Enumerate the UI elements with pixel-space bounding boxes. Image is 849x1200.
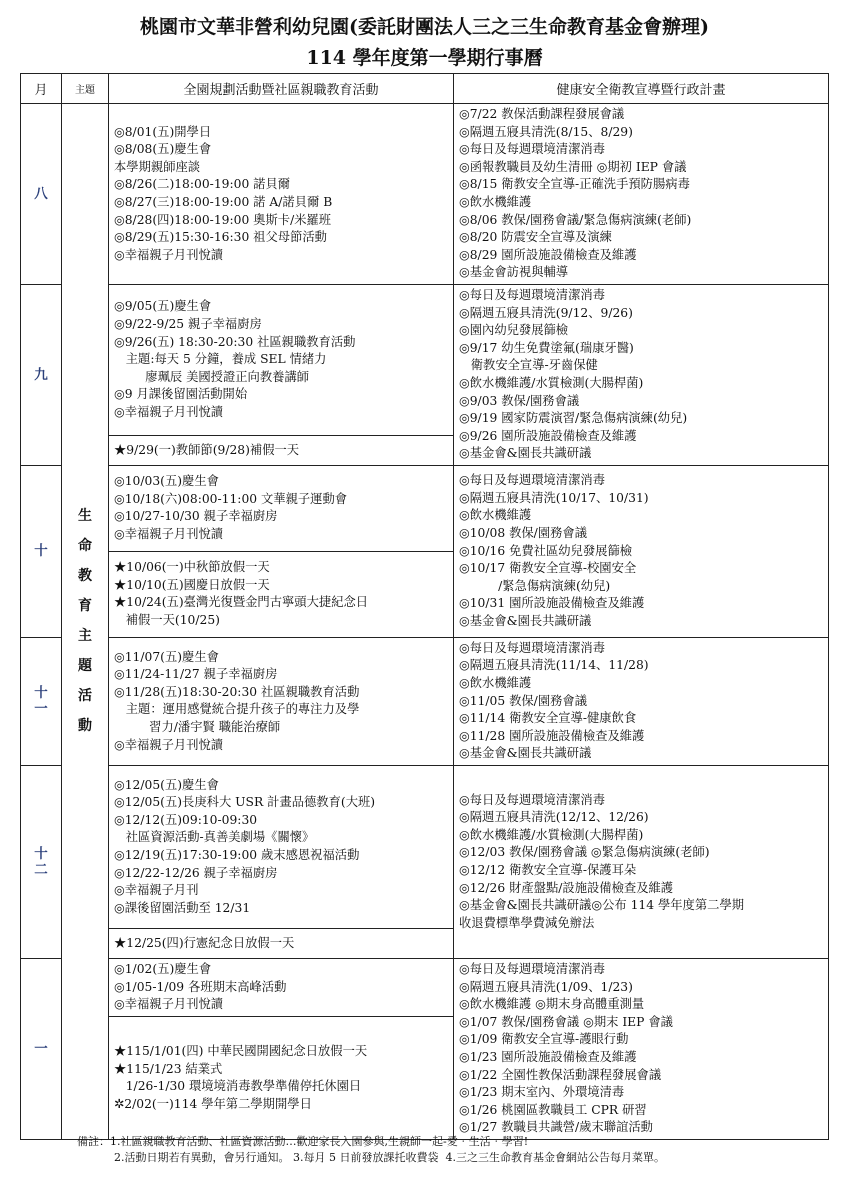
health-aug: ◎7/22 教保活動課程發展會議 ◎隔週五寢具清洗(8/15、8/29) ◎每日及每週環境清潔消毒 ◎函報教職員及幼生清冊 ◎期初 IEP 會議 ◎8/15 衛教安全宣導-正確洗手預防腸病毒 ◎飲水機維護 ◎8/06 教保/園務會議/緊急傷病演練(老師) ◎8/20 防震安全宣導及演練 ◎8/29 園所設施設備檢查及維護 ◎基金會訪視與輔導 — [454, 104, 829, 285]
activities-dec: ◎12/05(五)慶生會 ◎12/05(五)長庚科大 USR 計畫品德教育(大班) ◎12/12(五)09:10-09:30 社區資源活動-真善美劇場《關懷》 ◎12/19(五)17:30-19:00 歲末感恩祝福活動 ◎12/22-12/26 親子幸福廚房 ◎幸福親子月刊 ◎課後留園活動至 12/31 — [109, 766, 454, 929]
header-theme: 主題 — [62, 74, 109, 104]
theme-char-0: 生 — [78, 508, 92, 525]
activities-nov: ◎11/07(五)慶生會 ◎11/24-11/27 親子幸福廚房 ◎11/28(五)18:30-20:30 社區親職教育活動 主題：運用感覺統合提升孩子的專注力及學 習力/潘宇賢 職能治療師 ◎幸福親子月刊悅讀 — [109, 637, 454, 765]
activities-aug: ◎8/01(五)開學日 ◎8/08(五)慶生會 本學期親師座談 ◎8/26(二)18:00-19:00 諾貝爾 ◎8/27(三)18:00-19:00 諾 A/諾貝爾 B ◎8/28(四)18:00-19:00 奧斯卡/米羅班 ◎8/29(五)15:30-16:30 祖父母節活動 ◎幸福親子月刊悅讀 — [109, 104, 454, 285]
month-label-oct: 十 — [21, 465, 62, 637]
month-row-dec — [21, 766, 829, 929]
month-row-jan — [21, 959, 829, 1017]
holidays-oct: ★10/06(一)中秋節放假一天 ★10/10(五)國慶日放假一天 ★10/24(五)臺灣光復暨金門古寧頭大捷紀念日 補假一天(10/25) — [109, 551, 454, 637]
header-month: 月 — [21, 74, 62, 104]
month-label-dec-1: 十 — [34, 846, 48, 863]
health-dec: ◎每日及每週環境清潔消毒 ◎隔週五寢具清洗(12/12、12/26) ◎飲水機維護/水質檢測(大腸桿菌) ◎12/03 教保/園務會議 ◎緊急傷病演練(老師) ◎12/12 衛教安全宣導-保護耳朵 ◎12/26 財產盤點/設施設備檢查及維護 ◎基金會&園長共識研議◎公布 114 學年度第二學期 收退費標準學費減免辦法 — [454, 766, 829, 959]
theme-cell — [62, 104, 109, 1140]
month-label-dec-2: 二 — [34, 862, 48, 879]
month-label-dec — [21, 766, 62, 959]
month-row-oct — [21, 465, 829, 551]
footnote-line-1: 備註：1.社區親職教育活動、社區資源活動…歡迎家長入園參與,生親師一起-愛‧生活‧學習! — [77, 1135, 529, 1148]
health-jan: ◎每日及每週環境清潔消毒 ◎隔週五寢具清洗(1/09、1/23) ◎飲水機維護 ◎期末身高體重測量 ◎1/07 教保/園務會議 ◎期末 IEP 會議 ◎1/09 衛教安全宣導-護眼行動 ◎1/23 園所設施設備檢查及維護 ◎1/22 全園性教保活動課程發展會議 ◎1/23 期末室內、外環境清毒 ◎1/26 桃園區教職員工 CPR 研習 ◎1/27 教職員共識營/歲末聯誼活動 — [454, 959, 829, 1140]
holidays-jan: ★115/1/01(四) 中華民國開國紀念日放假一天 ★115/1/23 結業式 1/26-1/30 環境境消毒教學準備停托休園日 ✲2/02(一)114 學年第二學期開學日 — [109, 1017, 454, 1140]
month-label-sep: 九 — [21, 284, 62, 465]
theme-char-7: 動 — [78, 718, 92, 735]
footnote-line-2: 2.活動日期若有異動，會另行通知。 3.每月 5 日前發放課托收費袋 4.三之三生命教育基金會網站公告每月菜單。 — [114, 1151, 665, 1164]
month-label-nov-2: 一 — [34, 701, 48, 718]
holidays-sep: ★9/29(一)教師節(9/28)補假一天 — [109, 436, 454, 466]
theme-char-4: 主 — [78, 628, 92, 645]
theme-char-1: 命 — [78, 538, 92, 555]
theme-char-5: 題 — [78, 658, 92, 675]
activities-sep: ◎9/05(五)慶生會 ◎9/22-9/25 親子幸福廚房 ◎9/26(五) 18:30-20:30 社區親職教育活動 主題:每天 5 分鐘，養成 SEL 情緒力 廖珮辰 美國授證正向教養講師 ◎9 月課後留園活動開始 ◎幸福親子月刊悅讀 — [109, 284, 454, 435]
month-row-nov — [21, 637, 829, 765]
theme-char-6: 活 — [78, 688, 92, 705]
theme-char-2: 教 — [78, 568, 92, 585]
health-oct: ◎每日及每週環境清潔消毒 ◎隔週五寢具清洗(10/17、10/31) ◎飲水機維護 ◎10/08 教保/園務會議 ◎10/16 免費社區幼兒發展篩檢 ◎10/17 衛教安全宣導-校園安全 /緊急傷病演練(幼兒) ◎10/31 園所設施設備檢查及維護 ◎基金會&園長共識研議 — [454, 465, 829, 637]
header-row — [21, 74, 829, 104]
health-nov: ◎每日及每週環境清潔消毒 ◎隔週五寢具清洗(11/14、11/28) ◎飲水機維護 ◎11/05 教保/園務會議 ◎11/14 衛教安全宣導-健康飲食 ◎11/28 園所設施設備檢查及維護 ◎基金會&園長共識研議 — [454, 637, 829, 765]
holidays-dec: ★12/25(四)行憲紀念日放假一天 — [109, 929, 454, 959]
calendar-table — [20, 73, 829, 1140]
month-row-sep — [21, 284, 829, 435]
header-activities: 全園規劃活動暨社區親職教育活動 — [109, 74, 454, 104]
month-label-jan: 一 — [21, 959, 62, 1140]
title-line-1: 桃園市文華非營利幼兒園(委託財團法人三之三生命教育基金會辦理) — [140, 16, 709, 38]
activities-jan: ◎1/02(五)慶生會 ◎1/05-1/09 各班期末高峰活動 ◎幸福親子月刊悅讀 — [109, 959, 454, 1017]
month-row-aug — [21, 104, 829, 285]
activities-oct: ◎10/03(五)慶生會 ◎10/18(六)08:00-11:00 文華親子運動會 ◎10/27-10/30 親子幸福廚房 ◎幸福親子月刊悅讀 — [109, 465, 454, 551]
theme-text — [62, 501, 108, 741]
theme-char-3: 育 — [78, 598, 92, 615]
month-label-nov — [21, 637, 62, 765]
title-line-2: 114 學年度第一學期行事曆 — [306, 47, 543, 69]
health-sep: ◎每日及每週環境清潔消毒 ◎隔週五寢具清洗(9/12、9/26) ◎園內幼兒發展篩檢 ◎9/17 幼生免費塗氟(瑞康牙醫) 衛教安全宣導-牙齒保健 ◎飲水機維護/水質檢測(大腸桿菌) ◎9/03 教保/園務會議 ◎9/19 國家防震演習/緊急傷病演練(幼兒) ◎9/26 園所設施設備檢查及維護 ◎基金會&園長共識研議 — [454, 284, 829, 465]
month-label-aug: 八 — [21, 104, 62, 285]
month-label-nov-1: 十 — [34, 685, 48, 702]
header-health: 健康安全衛教宣導暨行政計畫 — [454, 74, 829, 104]
